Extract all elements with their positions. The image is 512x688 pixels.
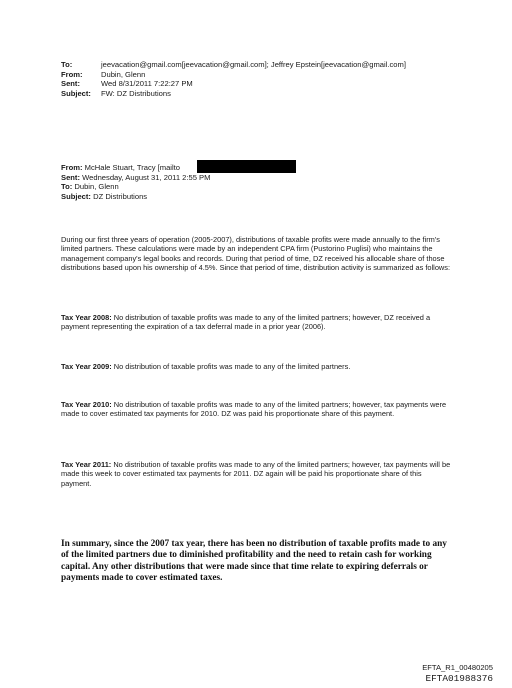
email-header — [61, 60, 406, 98]
tax-year-2009-paragraph — [61, 362, 453, 371]
fwd-to-label: To: — [61, 182, 73, 192]
tax-year-2008-label: Tax Year 2008: — [61, 313, 112, 322]
header-sent-row — [61, 79, 406, 89]
tax-year-2010-label: Tax Year 2010: — [61, 400, 112, 409]
fwd-subject-row — [61, 192, 210, 202]
fwd-sent-value: Wednesday, August 31, 2011 2:55 PM — [82, 172, 211, 182]
from-value: Dubin, Glenn — [101, 69, 146, 79]
tax-year-2010-text: No distribution of taxable profits was made to any of the limited partners; however, tax payments were made to cover estimated tax payments for 2010. DZ was paid his proportionate share of this payment. — [61, 400, 447, 419]
fwd-from-label: From: — [61, 163, 83, 172]
header-subject-row — [61, 89, 406, 99]
fwd-sent-row — [61, 173, 210, 183]
to-label: To: — [61, 60, 73, 69]
tax-year-2011-paragraph — [61, 460, 453, 488]
fwd-to-row — [61, 182, 210, 192]
tax-year-2009-label: Tax Year 2009: — [61, 362, 112, 371]
header-from-row — [61, 70, 406, 80]
fwd-to-value: Dubin, Glenn — [74, 182, 119, 192]
subject-label: Subject: — [61, 88, 91, 98]
to-value: jeevacation@gmail.com[jeevacation@gmail.com]; Jeffrey Epstein[jeevacation@gmail.com] — [101, 60, 406, 69]
summary-paragraph: In summary, since the 2007 tax year, there has been no distribution of taxable profits made to any of the limited partners due to diminished profitability and the need to retain cash for working capital. Any other distributions that were made since that time relate to expiring deferrals or payments made to cover estimated taxes. — [61, 539, 447, 584]
from-label: From: — [61, 69, 83, 79]
tax-year-2008-paragraph — [61, 313, 453, 332]
tax-year-2011-text: No distribution of taxable profits was made to any of the limited partners; however, tax payments will be made this week to cover estimated tax payments for 2011. DZ again will be paid his proportionate share of this payment. — [61, 460, 451, 488]
bates-number-secondary: EFTA01988376 — [425, 673, 493, 684]
intro-paragraph: During our first three years of operation (2005-2007), distributions of taxable profits were made annually to the firm's limited partners. These calculations were made by an independent CPA firm (Pustorino Puglisi) who maintains the management company's legal books and records. During that period of time, DZ received his allocable share of those distributions based upon his ownership of 4.5%. Since that period of time, distribution activity is summarized as follows: — [61, 235, 451, 273]
fwd-subject-value: DZ Distributions — [93, 191, 148, 201]
header-to-row — [61, 60, 406, 70]
forwarded-header — [61, 163, 210, 201]
subject-value: FW: DZ Distributions — [101, 88, 171, 98]
fwd-sent-label: Sent: — [61, 172, 80, 182]
fwd-from-value: McHale Stuart, Tracy [mailto — [84, 163, 181, 172]
bates-number-primary: EFTA_R1_00480205 — [422, 663, 493, 672]
tax-year-2008-text: No distribution of taxable profits was made to any of the limited partners; however, DZ received a payment representing the expiration of a tax deferral made in a prior year (2006). — [61, 313, 431, 332]
redaction-bar — [197, 160, 296, 173]
sent-value: Wed 8/31/2011 7:22:27 PM — [101, 79, 193, 89]
tax-year-2011-label: Tax Year 2011: — [61, 460, 112, 469]
tax-year-2009-text: No distribution of taxable profits was made to any of the limited partners. — [113, 362, 351, 371]
tax-year-2010-paragraph — [61, 400, 453, 419]
fwd-subject-label: Subject: — [61, 191, 91, 201]
sent-label: Sent: — [61, 79, 80, 89]
fwd-from-row — [61, 163, 210, 173]
